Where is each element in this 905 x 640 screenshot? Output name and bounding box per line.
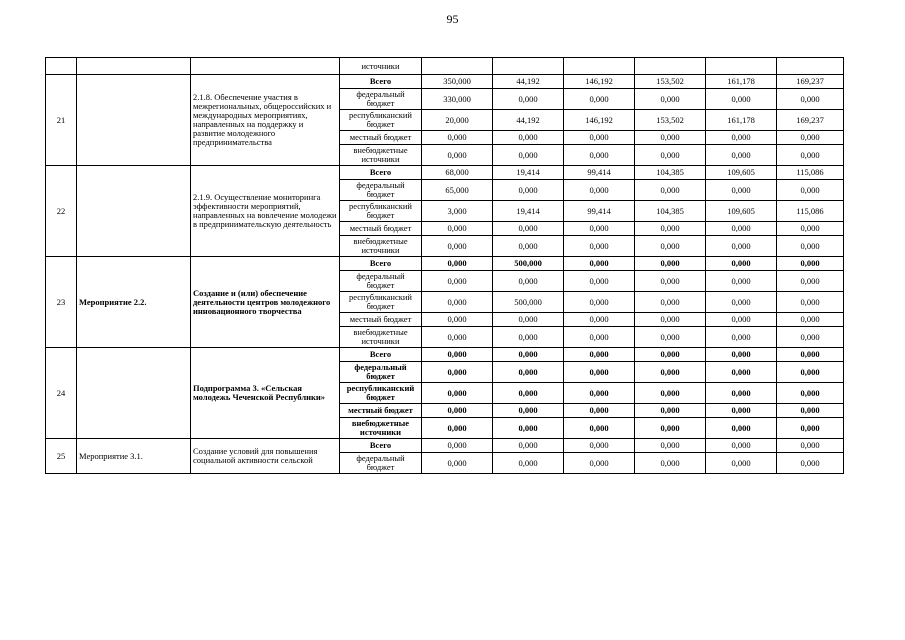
value-cell: 0,000	[493, 313, 564, 327]
value-cell: 0,000	[777, 327, 844, 348]
activity-description: Создание и (или) обеспечение деятельности центров молодежного инновационного творчества	[191, 257, 340, 348]
row-index: 21	[46, 75, 77, 166]
value-cell: 0,000	[564, 236, 635, 257]
value-cell: 19,414	[493, 166, 564, 180]
source-cell: источники	[340, 58, 422, 75]
value-cell: 0,000	[635, 383, 706, 404]
measure-label: Мероприятие 3.1.	[77, 439, 191, 474]
value-cell: 109,605	[706, 201, 777, 222]
funding-source: внебюджетные источники	[340, 236, 422, 257]
value-cell: 0,000	[777, 362, 844, 383]
value-cell: 0,000	[706, 236, 777, 257]
value-cell: 0,000	[564, 383, 635, 404]
value-cell: 0,000	[564, 89, 635, 110]
value-cell: 0,000	[493, 327, 564, 348]
value-cell: 0,000	[706, 180, 777, 201]
row-index: 22	[46, 166, 77, 257]
value-cell: 0,000	[635, 418, 706, 439]
funding-source: местный бюджет	[340, 404, 422, 418]
table-row	[46, 348, 844, 362]
row-index: 25	[46, 439, 77, 474]
value-cell: 0,000	[635, 145, 706, 166]
funding-source: Всего	[340, 439, 422, 453]
value-cell: 0,000	[564, 145, 635, 166]
funding-source: местный бюджет	[340, 131, 422, 145]
value-cell: 0,000	[777, 383, 844, 404]
value-cell: 0,000	[564, 362, 635, 383]
value-cell: 0,000	[493, 180, 564, 201]
value-cell: 146,192	[564, 75, 635, 89]
value-cell: 0,000	[564, 292, 635, 313]
value-cell: 0,000	[635, 327, 706, 348]
value-cell: 0,000	[777, 418, 844, 439]
value-cell: 0,000	[706, 327, 777, 348]
value-cell: 104,385	[635, 201, 706, 222]
value-cell: 0,000	[777, 180, 844, 201]
description-cell	[191, 58, 340, 75]
value-cell: 500,000	[493, 257, 564, 271]
value-cell	[706, 58, 777, 75]
value-cell	[493, 58, 564, 75]
value-cell: 0,000	[706, 404, 777, 418]
funding-source: внебюджетные источники	[340, 145, 422, 166]
funding-source: республиканский бюджет	[340, 383, 422, 404]
value-cell: 0,000	[564, 131, 635, 145]
value-cell: 0,000	[564, 418, 635, 439]
table-body	[46, 58, 844, 474]
value-cell: 0,000	[564, 271, 635, 292]
funding-source: внебюджетные источники	[340, 327, 422, 348]
value-cell: 0,000	[635, 439, 706, 453]
activity-description: Создание условий для повышения социальной активности сельской	[191, 439, 340, 474]
funding-source: республиканский бюджет	[340, 201, 422, 222]
value-cell: 99,414	[564, 201, 635, 222]
value-cell	[422, 58, 493, 75]
value-cell: 0,000	[564, 327, 635, 348]
value-cell: 0,000	[706, 292, 777, 313]
value-cell: 0,000	[777, 222, 844, 236]
value-cell: 0,000	[493, 131, 564, 145]
measure-label	[77, 348, 191, 439]
value-cell: 0,000	[564, 180, 635, 201]
value-cell: 109,605	[706, 166, 777, 180]
value-cell: 161,178	[706, 110, 777, 131]
value-cell: 0,000	[706, 348, 777, 362]
value-cell: 0,000	[635, 362, 706, 383]
value-cell: 0,000	[422, 131, 493, 145]
funding-source: федеральный бюджет	[340, 271, 422, 292]
value-cell: 0,000	[493, 89, 564, 110]
value-cell: 0,000	[564, 348, 635, 362]
funding-source: республиканский бюджет	[340, 110, 422, 131]
value-cell: 0,000	[777, 236, 844, 257]
table-row	[46, 257, 844, 271]
value-cell: 0,000	[564, 439, 635, 453]
value-cell: 0,000	[635, 89, 706, 110]
value-cell: 169,237	[777, 75, 844, 89]
funding-source: Всего	[340, 348, 422, 362]
funding-source: федеральный бюджет	[340, 89, 422, 110]
value-cell: 0,000	[493, 145, 564, 166]
value-cell: 0,000	[706, 439, 777, 453]
value-cell: 0,000	[777, 131, 844, 145]
activity-description: 2.1.8. Обеспечение участия в межрегиональных, общероссийских и международных мероприятиях, направленных на поддержку и развитие молодежного предпринимательства	[191, 75, 340, 166]
funding-source: федеральный бюджет	[340, 180, 422, 201]
value-cell: 0,000	[635, 236, 706, 257]
value-cell: 44,192	[493, 75, 564, 89]
value-cell: 0,000	[777, 89, 844, 110]
value-cell: 0,000	[422, 362, 493, 383]
value-cell: 0,000	[422, 313, 493, 327]
value-cell: 0,000	[564, 257, 635, 271]
value-cell: 0,000	[493, 453, 564, 474]
value-cell: 0,000	[493, 236, 564, 257]
value-cell: 350,000	[422, 75, 493, 89]
measure-label: Мероприятие 2.2.	[77, 257, 191, 348]
value-cell: 0,000	[493, 404, 564, 418]
value-cell: 330,000	[422, 89, 493, 110]
value-cell: 0,000	[635, 180, 706, 201]
value-cell: 146,192	[564, 110, 635, 131]
value-cell: 0,000	[635, 131, 706, 145]
value-cell: 0,000	[422, 271, 493, 292]
value-cell	[777, 58, 844, 75]
funding-source: республиканский бюджет	[340, 292, 422, 313]
value-cell: 44,192	[493, 110, 564, 131]
value-cell: 0,000	[493, 271, 564, 292]
value-cell: 0,000	[706, 222, 777, 236]
value-cell: 500,000	[493, 292, 564, 313]
subprogram-title: Подпрограмма 3. «Сельская молодежь Чеченской Республики»	[191, 348, 340, 439]
page-number: 95	[446, 12, 459, 26]
value-cell: 0,000	[777, 257, 844, 271]
value-cell: 68,000	[422, 166, 493, 180]
value-cell: 0,000	[706, 453, 777, 474]
value-cell: 0,000	[422, 236, 493, 257]
value-cell: 0,000	[777, 404, 844, 418]
value-cell: 0,000	[422, 383, 493, 404]
table-row-continuation	[46, 58, 844, 75]
value-cell: 0,000	[777, 292, 844, 313]
value-cell: 99,414	[564, 166, 635, 180]
funding-source: Всего	[340, 75, 422, 89]
value-cell: 0,000	[706, 383, 777, 404]
value-cell: 0,000	[706, 418, 777, 439]
value-cell: 0,000	[422, 404, 493, 418]
value-cell: 0,000	[635, 271, 706, 292]
value-cell: 0,000	[777, 145, 844, 166]
value-cell: 0,000	[706, 362, 777, 383]
value-cell: 65,000	[422, 180, 493, 201]
value-cell: 0,000	[422, 257, 493, 271]
value-cell: 0,000	[706, 271, 777, 292]
value-cell: 0,000	[422, 439, 493, 453]
value-cell: 0,000	[564, 453, 635, 474]
measure-cell	[77, 58, 191, 75]
value-cell: 0,000	[493, 348, 564, 362]
value-cell: 0,000	[493, 418, 564, 439]
value-cell: 0,000	[422, 418, 493, 439]
value-cell: 161,178	[706, 75, 777, 89]
funding-source: местный бюджет	[340, 222, 422, 236]
value-cell: 115,086	[777, 166, 844, 180]
value-cell: 20,000	[422, 110, 493, 131]
value-cell: 0,000	[777, 439, 844, 453]
value-cell: 0,000	[493, 383, 564, 404]
value-cell: 0,000	[635, 292, 706, 313]
table-row	[46, 439, 844, 453]
row-index: 24	[46, 348, 77, 439]
value-cell: 0,000	[422, 292, 493, 313]
value-cell: 0,000	[422, 145, 493, 166]
value-cell: 0,000	[777, 313, 844, 327]
funding-source: Всего	[340, 166, 422, 180]
value-cell: 0,000	[493, 362, 564, 383]
value-cell: 0,000	[564, 222, 635, 236]
table-row	[46, 75, 844, 89]
value-cell: 0,000	[635, 313, 706, 327]
funding-source: федеральный бюджет	[340, 453, 422, 474]
value-cell: 153,502	[635, 110, 706, 131]
value-cell: 0,000	[493, 439, 564, 453]
value-cell: 0,000	[706, 257, 777, 271]
funding-source: внебюджетные источники	[340, 418, 422, 439]
funding-source: федеральный бюджет	[340, 362, 422, 383]
activity-description: 2.1.9. Осуществление мониторинга эффективности мероприятий, направленных на вовлечение молодежи в предпринимательскую деятельность	[191, 166, 340, 257]
row-index: 23	[46, 257, 77, 348]
value-cell: 0,000	[777, 271, 844, 292]
value-cell: 169,237	[777, 110, 844, 131]
value-cell: 0,000	[635, 222, 706, 236]
value-cell: 153,502	[635, 75, 706, 89]
value-cell: 0,000	[706, 131, 777, 145]
value-cell: 0,000	[706, 89, 777, 110]
value-cell	[564, 58, 635, 75]
value-cell: 0,000	[635, 453, 706, 474]
value-cell: 19,414	[493, 201, 564, 222]
value-cell: 0,000	[564, 313, 635, 327]
value-cell: 0,000	[635, 348, 706, 362]
value-cell: 0,000	[422, 348, 493, 362]
value-cell	[635, 58, 706, 75]
measure-label	[77, 166, 191, 257]
funding-source: Всего	[340, 257, 422, 271]
value-cell: 0,000	[777, 348, 844, 362]
value-cell: 0,000	[706, 145, 777, 166]
value-cell: 0,000	[777, 453, 844, 474]
measure-label	[77, 75, 191, 166]
value-cell: 0,000	[422, 222, 493, 236]
value-cell: 0,000	[422, 453, 493, 474]
value-cell: 0,000	[635, 257, 706, 271]
value-cell: 3,000	[422, 201, 493, 222]
value-cell: 0,000	[706, 313, 777, 327]
funding-source: местный бюджет	[340, 313, 422, 327]
value-cell: 0,000	[422, 327, 493, 348]
value-cell: 115,086	[777, 201, 844, 222]
value-cell: 0,000	[564, 404, 635, 418]
value-cell: 0,000	[493, 222, 564, 236]
value-cell: 104,385	[635, 166, 706, 180]
budget-table	[45, 57, 844, 474]
index-cell	[46, 58, 77, 75]
table-row	[46, 166, 844, 180]
value-cell: 0,000	[635, 404, 706, 418]
